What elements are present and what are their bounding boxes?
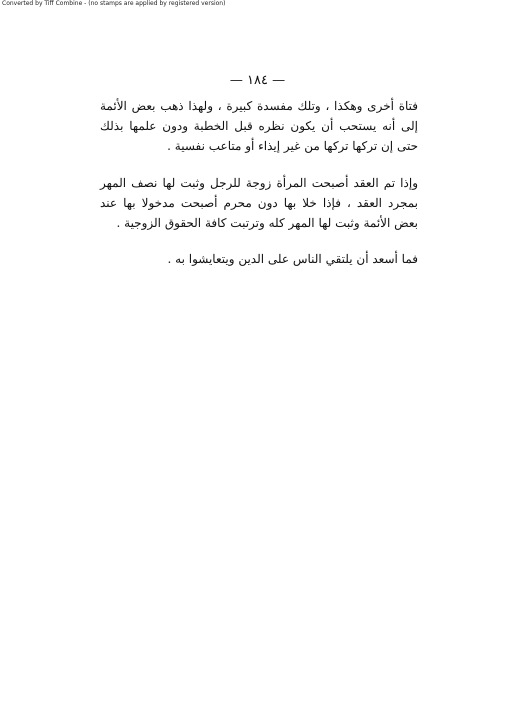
paragraph-1-text: فتاة أخرى وهكذا ، وتلك مفسدة كبيرة ، ولهذا ذهب بعض الأئمة إلى أنه يستحب أن يكون نظره قبل الخطبة ودون علمها بذلك حتى إن تركها تركها من غير إيذاء أو متاعب نفسية . xyxy=(100,99,418,153)
page-number: — ١٨٤ — xyxy=(229,73,286,88)
paragraph-3-text: فما أسعد أن يلتقي الناس على الدين ويتعايشوا به . xyxy=(167,252,418,266)
paragraph-3 xyxy=(100,249,418,269)
paragraph-2 xyxy=(100,173,418,233)
paragraph-2-text: وإذا تم العقد أصبحت المرأة زوجة للرجل وثبت لها نصف المهر بمجرد العقد ، فإذا خلا بها دون محرم أصبحت مدخولا بها عند بعض الأئمة وثبت لها المهر كله وترتبت كافة الحقوق الزوجية . xyxy=(100,176,418,230)
conversion-watermark: Converted by Tiff Combine - (no stamps are applied by registered version) xyxy=(2,0,226,7)
paragraph-1 xyxy=(100,96,418,156)
